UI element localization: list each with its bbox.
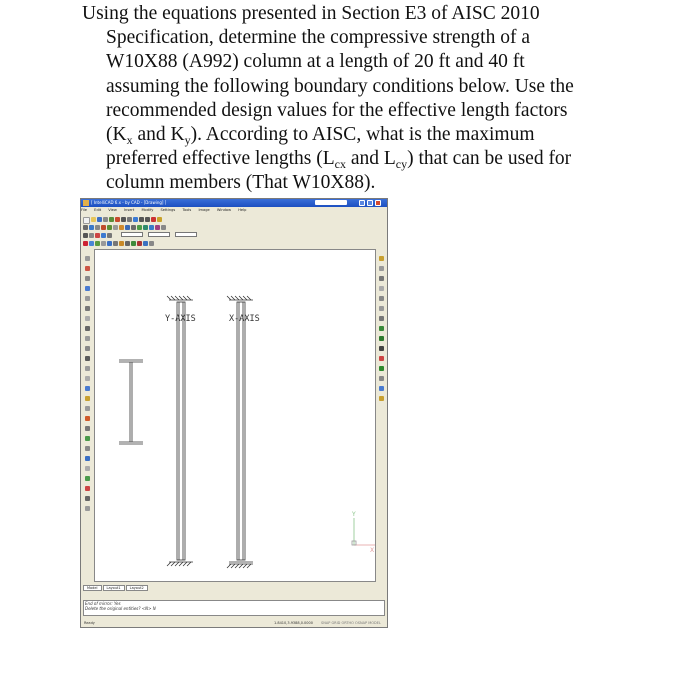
command-history-1: End of mirror: Yes xyxy=(85,601,121,606)
question-line-3: W10X88 (A992) column at a length of 20 ft and 40 ft xyxy=(106,51,525,73)
question-line-2: Specification, determine the compressive strength of a xyxy=(106,27,530,49)
tool-icon[interactable] xyxy=(85,396,90,401)
tab-layout1[interactable]: Layout1 xyxy=(103,585,125,591)
zoom-icon[interactable] xyxy=(143,225,148,230)
tool-icon[interactable] xyxy=(379,266,384,271)
tool-icon[interactable] xyxy=(85,306,90,311)
tool-icon[interactable] xyxy=(85,436,90,441)
status-ready: Ready xyxy=(84,621,95,625)
text-part: ) that can be used for xyxy=(407,148,572,170)
tool-icon[interactable] xyxy=(85,296,90,301)
text-icon[interactable] xyxy=(113,225,118,230)
render-icon[interactable] xyxy=(155,225,160,230)
right-tool-palette xyxy=(376,251,386,481)
help-icon[interactable] xyxy=(157,217,162,222)
command-history-2: Delete the original entities? <N> N xyxy=(85,606,156,611)
copy-obj-icon[interactable] xyxy=(89,241,94,246)
y-axis-label: Y-AXIS xyxy=(165,314,196,324)
ucs-x-label: X xyxy=(370,547,375,554)
tool-icon[interactable] xyxy=(379,366,384,371)
cad-screenshot xyxy=(80,198,388,628)
toolbar-modify xyxy=(83,239,383,247)
match-icon[interactable] xyxy=(133,217,138,222)
app-icon xyxy=(83,200,89,206)
tool-icon[interactable] xyxy=(379,326,384,331)
menu-help[interactable]: Help xyxy=(238,208,247,212)
question-text xyxy=(82,2,652,196)
tool-icon[interactable] xyxy=(85,406,90,411)
ucs-y-label: Y xyxy=(352,511,356,518)
fillet-icon[interactable] xyxy=(149,241,154,246)
maximize-icon[interactable] xyxy=(367,200,373,206)
ucs-icon xyxy=(351,511,375,554)
line-icon[interactable] xyxy=(83,225,88,230)
question-line-1: Using the equations presented in Section E3 of AISC 2010 xyxy=(82,3,540,24)
tool-icon[interactable] xyxy=(85,356,90,361)
paste-icon[interactable] xyxy=(127,217,132,222)
tool-icon[interactable] xyxy=(379,296,384,301)
pan-icon[interactable] xyxy=(149,225,154,230)
trim-icon[interactable] xyxy=(137,241,142,246)
color-combo[interactable] xyxy=(121,232,143,237)
move-icon[interactable] xyxy=(113,241,118,246)
question-line-4: assuming the following boundary conditions below. Use the xyxy=(106,75,574,97)
text-part: preferred effective lengths (L xyxy=(106,148,335,170)
lineweight-combo[interactable] xyxy=(175,232,197,237)
tab-layout2[interactable]: Layout2 xyxy=(126,585,148,591)
status-bar xyxy=(81,619,387,627)
tool-icon[interactable] xyxy=(85,416,90,421)
question-line-8: column members (That W10X88). xyxy=(106,172,376,194)
tool-icon[interactable] xyxy=(379,386,384,391)
tool-icon[interactable] xyxy=(85,386,90,391)
toolbar-properties xyxy=(83,231,383,239)
hatch-icon[interactable] xyxy=(119,225,124,230)
question-line-7 xyxy=(82,147,652,171)
layout-tabs xyxy=(83,585,149,591)
redo-icon[interactable] xyxy=(145,217,150,222)
layer-icon[interactable] xyxy=(137,225,142,230)
delete-icon[interactable] xyxy=(151,217,156,222)
text-part: and K xyxy=(132,124,185,146)
tool-icon[interactable] xyxy=(85,266,90,271)
menu-modify[interactable]: Modify xyxy=(141,208,154,212)
layers-icon[interactable] xyxy=(83,233,88,238)
cad-window-title: [ IntelliCAD 6.x - by CAD - [Drawing] ] xyxy=(91,200,167,205)
menu-insert[interactable]: Insert xyxy=(123,208,135,212)
tool-icon[interactable] xyxy=(85,346,90,351)
tool-icon[interactable] xyxy=(85,316,90,321)
cad-menu-bar xyxy=(81,207,387,214)
tool-icon[interactable] xyxy=(85,446,90,451)
column-y-axis xyxy=(167,296,193,566)
tool-icon[interactable] xyxy=(379,306,384,311)
offset-icon[interactable] xyxy=(101,241,106,246)
rect-icon[interactable] xyxy=(107,225,112,230)
toolbar-draw xyxy=(83,223,383,231)
copy-icon[interactable] xyxy=(121,217,126,222)
tool-icon[interactable] xyxy=(85,456,90,461)
ucs-icon[interactable] xyxy=(95,233,100,238)
tool-icon[interactable] xyxy=(85,336,90,341)
subscript: cx xyxy=(334,157,346,172)
stretch-icon[interactable] xyxy=(131,241,136,246)
tool-icon[interactable] xyxy=(379,356,384,361)
tool-icon[interactable] xyxy=(85,506,90,511)
minimize-icon[interactable] xyxy=(359,200,365,206)
block-icon[interactable] xyxy=(125,225,130,230)
subscript: cy xyxy=(395,157,408,172)
tool-icon[interactable] xyxy=(85,276,90,281)
mirror-icon[interactable] xyxy=(95,241,100,246)
scale-icon[interactable] xyxy=(125,241,130,246)
rotate-icon[interactable] xyxy=(119,241,124,246)
tool-icon[interactable] xyxy=(85,286,90,291)
tool-icon[interactable] xyxy=(85,366,90,371)
tool-icon[interactable] xyxy=(85,466,90,471)
undo-icon[interactable] xyxy=(139,217,144,222)
text-part: (K xyxy=(106,124,127,146)
menu-window[interactable]: Window xyxy=(216,208,232,212)
polyline-icon[interactable] xyxy=(101,225,106,230)
tool-icon[interactable] xyxy=(379,346,384,351)
menu-tools[interactable]: Tools xyxy=(182,208,192,212)
text-part: and L xyxy=(345,148,396,170)
tool-icon[interactable] xyxy=(379,376,384,381)
print-icon[interactable] xyxy=(103,217,108,222)
help-search-box[interactable] xyxy=(315,200,347,205)
tool-icon[interactable] xyxy=(379,276,384,281)
menu-image[interactable]: Image xyxy=(198,208,210,212)
close-icon[interactable] xyxy=(375,200,381,206)
tool-icon[interactable] xyxy=(85,476,90,481)
tool-icon[interactable] xyxy=(85,426,90,431)
tool-icon[interactable] xyxy=(379,336,384,341)
text-part: ). According to AISC, what is the maximum xyxy=(190,124,535,146)
linetype-combo[interactable] xyxy=(148,232,170,237)
array-icon[interactable] xyxy=(107,241,112,246)
menu-view[interactable]: View xyxy=(108,208,117,212)
props-icon[interactable] xyxy=(161,225,166,230)
section-shape xyxy=(119,360,143,444)
view-icon[interactable] xyxy=(101,233,106,238)
tool-icon[interactable] xyxy=(85,256,90,261)
arc-icon[interactable] xyxy=(89,225,94,230)
drawing-canvas[interactable] xyxy=(94,249,376,582)
cad-title-bar xyxy=(81,199,387,207)
drafting-modes[interactable]: SNAP GRID ORTHO OSNAP MODEL xyxy=(321,621,381,625)
open-icon[interactable] xyxy=(91,217,96,222)
question-line-6 xyxy=(82,123,652,147)
tool-icon[interactable] xyxy=(379,286,384,291)
layer-prev-icon[interactable] xyxy=(89,233,94,238)
dist-icon[interactable] xyxy=(107,233,112,238)
erase-icon[interactable] xyxy=(83,241,88,246)
toolbar-standard xyxy=(83,215,383,223)
tool-icon[interactable] xyxy=(379,316,384,321)
menu-file[interactable]: File xyxy=(81,208,88,212)
question-line-5: recommended design values for the effective length factors xyxy=(106,99,568,121)
menu-edit[interactable]: Edit xyxy=(94,208,102,212)
tool-icon[interactable] xyxy=(85,496,90,501)
tool-icon[interactable] xyxy=(85,326,90,331)
command-line[interactable] xyxy=(83,600,385,616)
coordinate-readout: 1.8410,3.9388,0.0000 xyxy=(274,621,313,625)
tool-icon[interactable] xyxy=(379,256,384,261)
save-icon[interactable] xyxy=(97,217,102,222)
tool-icon[interactable] xyxy=(379,396,384,401)
column-drawing xyxy=(95,250,377,583)
menu-settings[interactable]: Settings xyxy=(160,208,176,212)
extend-icon[interactable] xyxy=(143,241,148,246)
left-tool-palette xyxy=(82,251,92,581)
column-x-axis xyxy=(227,296,253,568)
dim-icon[interactable] xyxy=(131,225,136,230)
tool-icon[interactable] xyxy=(85,486,90,491)
preview-icon[interactable] xyxy=(109,217,114,222)
subscript: x xyxy=(126,133,133,148)
circle-icon[interactable] xyxy=(95,225,100,230)
tool-icon[interactable] xyxy=(85,376,90,381)
cut-icon[interactable] xyxy=(115,217,120,222)
subscript: y xyxy=(184,133,191,148)
tab-model[interactable]: Model xyxy=(83,585,102,591)
x-axis-label: X-AXIS xyxy=(229,314,260,324)
